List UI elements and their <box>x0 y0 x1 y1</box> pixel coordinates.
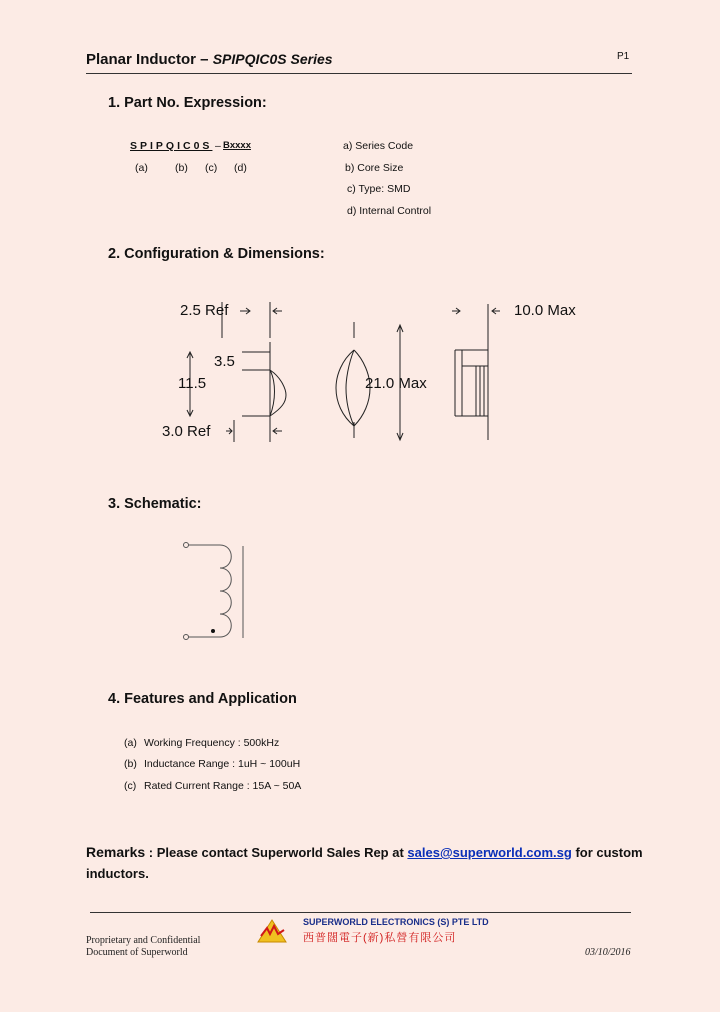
sales-email-link[interactable]: sales@superworld.com.sg <box>407 845 572 860</box>
section-2-heading: 2. Configuration & Dimensions: <box>108 246 325 262</box>
code-d: (d) <box>234 162 247 174</box>
schematic-inductor-symbol <box>178 538 258 644</box>
remarks-lead: : Please contact Superworld Sales Rep at <box>145 845 408 860</box>
ref-bottom-arrow <box>273 428 282 434</box>
left-view-inner-curve <box>270 370 275 416</box>
remarks-label: Remarks <box>86 844 146 860</box>
legend-d: d) Internal Control <box>347 205 432 217</box>
footer-date: 03/10/2016 <box>585 947 631 958</box>
middle-view-curve <box>336 350 354 426</box>
part-number-dash: – <box>215 140 221 152</box>
company-name-en: SUPERWORLD ELECTRONICS (S) PTE LTD <box>303 917 489 927</box>
terminal-bottom <box>184 635 189 640</box>
section-4-heading: 4. Features and Application <box>108 691 297 707</box>
code-c: (c) <box>205 162 218 174</box>
footer-confidential: Proprietary and Confidential <box>86 935 201 946</box>
footer-rule <box>90 912 631 913</box>
title-main: Planar Inductor – <box>86 51 213 68</box>
dim-tab-height: 3.5 <box>214 353 235 370</box>
feature-c-text: Rated Current Range : 15A ~ 50A <box>144 780 302 792</box>
part-number-code: SPIPQIC0S <box>130 140 213 152</box>
company-name-cn: 西普闊電子(新)私營有限公司 <box>303 932 457 944</box>
title-series: SPIPQIC0S Series <box>212 51 333 67</box>
width-arrow <box>492 308 500 314</box>
footer-document: Document of Superworld <box>86 947 188 958</box>
dim-ref-bottom: 3.0 Ref <box>162 423 211 440</box>
page-number: P1 <box>617 51 630 62</box>
part-number <box>130 140 212 152</box>
polarity-dot <box>211 629 215 633</box>
dim-width-max: 10.0 Max <box>514 302 576 319</box>
width-arrow <box>452 308 460 314</box>
coil <box>220 545 231 637</box>
title-rule <box>86 73 632 74</box>
section-1-heading: 1. Part No. Expression: <box>108 95 267 111</box>
remarks-tail: for custom inductors. <box>86 845 643 881</box>
legend-b: b) Core Size <box>345 162 404 174</box>
feature-c-label: (c) <box>124 780 137 792</box>
ref-top-arrow <box>240 308 250 314</box>
part-number-suffix: Bxxxx <box>223 140 251 151</box>
legend-c: c) Type: SMD <box>347 183 411 195</box>
dim-body-height: 11.5 <box>178 375 207 392</box>
ref-bottom-arrow <box>226 428 232 434</box>
terminal-top <box>184 543 189 548</box>
section-3-heading: 3. Schematic: <box>108 496 202 512</box>
ref-top-arrow <box>273 308 282 314</box>
middle-view-inner-curve <box>346 350 354 426</box>
feature-b-text: Inductance Range : 1uH ~ 100uH <box>144 758 301 770</box>
feature-a-label: (a) <box>124 737 137 749</box>
legend-a: a) Series Code <box>343 140 414 152</box>
feature-b-label: (b) <box>124 758 137 770</box>
code-b: (b) <box>175 162 188 174</box>
feature-a-text: Working Frequency : 500kHz <box>144 737 280 749</box>
superworld-logo-icon <box>256 918 288 944</box>
code-a: (a) <box>135 162 148 174</box>
dim-ref-top: 2.5 Ref <box>180 302 229 319</box>
dim-length-max: 21.0 Max <box>365 375 427 392</box>
remarks <box>86 842 646 884</box>
page-title <box>86 51 333 68</box>
